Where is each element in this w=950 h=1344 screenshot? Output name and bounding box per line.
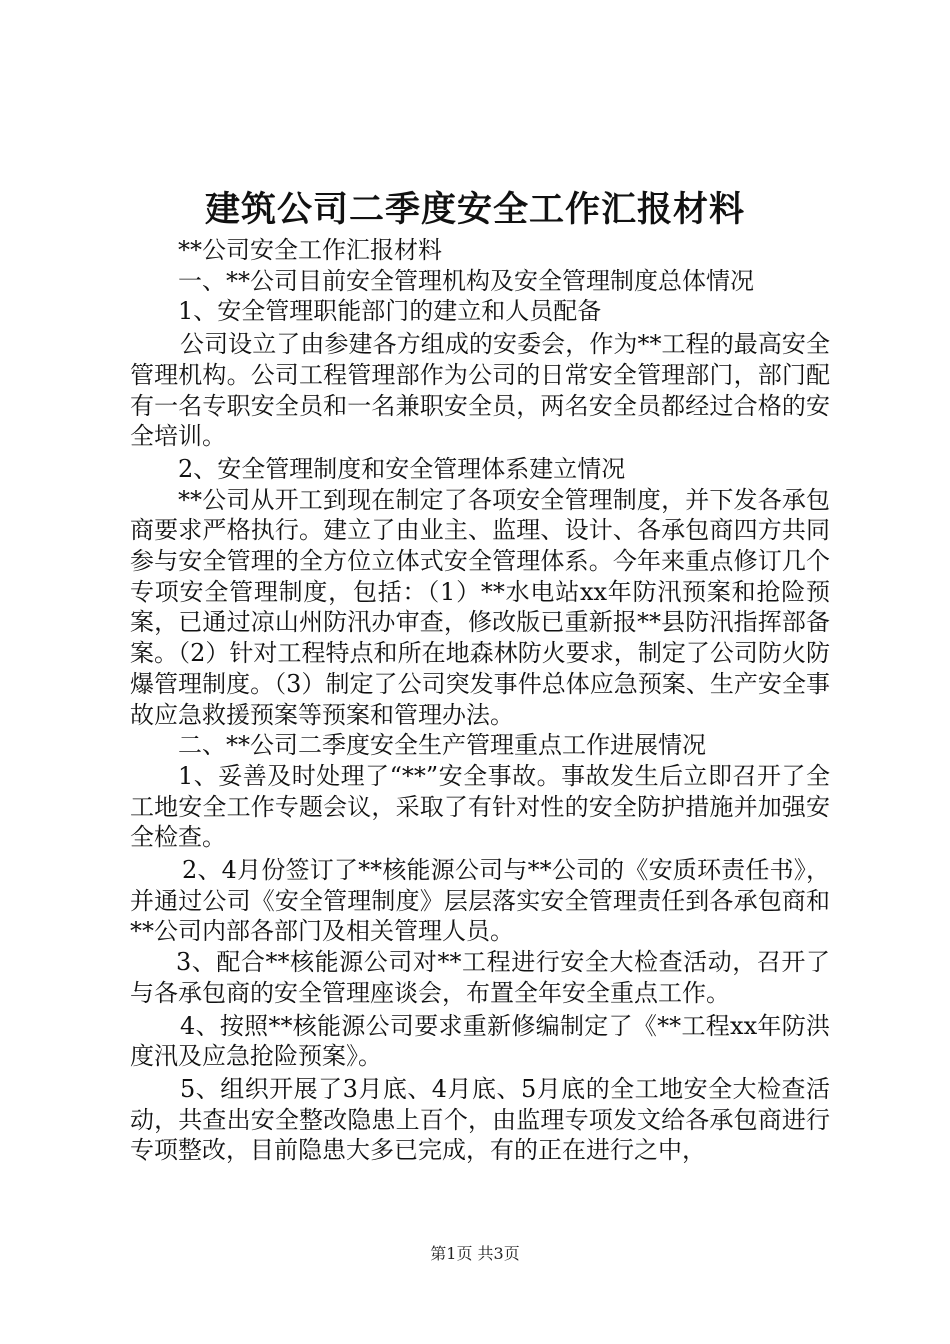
paragraph-item-1-2-heading: 2、安全管理制度和安全管理体系建立情况: [178, 454, 626, 483]
paragraph-item-2-1: 1、妥善及时处理了“**”安全事故。事故发生后立即召开了全工地安全工作专题会议，采取了有针对性的安全防护措施并加强安全检查。: [130, 761, 830, 852]
paragraph-item-1-1-heading: 1、安全管理职能部门的建立和人员配备: [178, 297, 602, 326]
document-body: [130, 235, 830, 1166]
paragraph-section-2-heading: 二、**公司二季度安全生产管理重点工作进展情况: [178, 731, 706, 760]
document-title: 建筑公司二季度安全工作汇报材料: [204, 189, 745, 230]
paragraph-item-1-2-body: **公司从开工到现在制定了各项安全管理制度，并下发各承包商要求严格执行。建立了由业主、监理、设计、各承包商四方共同参与安全管理的全方位立体式安全管理体系。今年来重点修订几个专项安全管理制度，包括：（1）**水电站xx年防汛预案和抢险预案，已通过凉山州防汛办审查，修改版已重新报**县防汛指挥部备案。（2）针对工程特点和所在地森林防火要求，制定了公司防火防爆管理制度。（3）制定了公司突发事件总体应急预案、生产安全事故应急救援预案等预案和管理办法。: [130, 485, 830, 729]
paragraph-item-2-3: 3、配合**核能源公司对**工程进行安全大检查活动，召开了与各承包商的安全管理座谈会，布置全年安全重点工作。: [130, 948, 830, 1007]
paragraph-item-2-4: 4、按照**核能源公司要求重新修编制定了《**工程xx年防洪度汛及应急抢险预案》。: [130, 1011, 830, 1071]
paragraph-subtitle: **公司安全工作汇报材料: [178, 236, 442, 264]
paragraph-item-2-2: 2、4月份签订了**核能源公司与**公司的《安质环责任书》，并通过公司《安全管理制度》层层落实安全管理责任到各承包商和**公司内部各部门及相关管理人员。: [130, 856, 830, 946]
paragraph-item-2-5: 5、组织开展了3月底、4月底、5月底的全工地安全大检查活动，共查出安全整改隐患上百个，由监理专项发文给各承包商进行专项整改，目前隐患大多已完成，有的正在进行之中，: [130, 1074, 830, 1165]
page-number-footer: 第1页 共3页: [430, 1244, 520, 1263]
paragraph-item-1-1-body: 公司设立了由参建各方组成的安委会，作为**工程的最高安全管理机构。公司工程管理部作为公司的日常安全管理部门，部门配有一名专职安全员和一名兼职安全员，两名安全员都经过合格的安全培训。: [130, 330, 830, 451]
paragraph-section-1-heading: 一、**公司目前安全管理机构及安全管理制度总体情况: [178, 266, 754, 295]
